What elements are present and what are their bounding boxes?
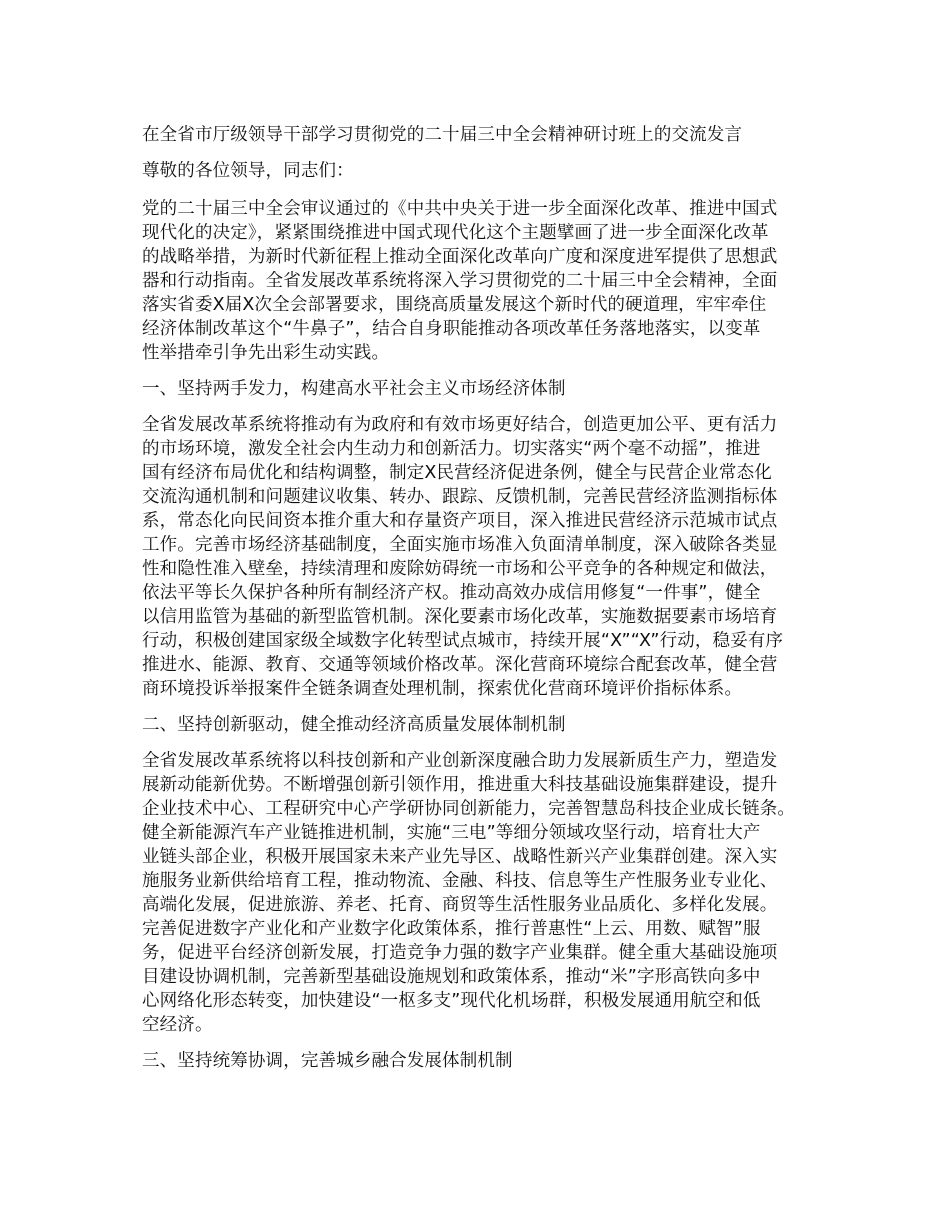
- paragraph-line: 交流沟通机制和问题建议收集、转办、跟踪、反馈机制，完善民营经济监测指标体: [142, 487, 778, 507]
- paragraph-line: 完善促进数字产业化和产业数字化政策体系，推行普惠性“上云、用数、赋智”服: [142, 919, 761, 939]
- greeting: 尊敬的各位领导，同志们：: [142, 161, 354, 181]
- paragraph-line: 工作。完善市场经济基础制度，全面实施市场准入负面清单制度，深入破除各类显: [142, 535, 778, 555]
- paragraph-line: 全省发展改革系统将以科技创新和产业创新深度融合助力发展新质生产力，塑造发: [142, 751, 778, 771]
- paragraph-line: 目建设协调机制，完善新型基础设施规划和政策体系，推动“米”字形高铁向多中: [142, 967, 761, 987]
- paragraph-line: 企业技术中心、工程研究中心产学研协同创新能力，完善智慧岛科技企业成长链条。: [142, 799, 796, 819]
- paragraph-line: 器和行动指南。全省发展改革系统将深入学习贯彻党的二十届三中全会精神，全面: [142, 271, 778, 291]
- section-heading-1: 一、坚持两手发力，构建高水平社会主义市场经济体制: [142, 379, 566, 399]
- paragraph-line: 性举措牵引争先出彩生动实践。: [142, 343, 390, 363]
- paragraph-line: 现代化的决定》，紧紧围绕推进中国式现代化这个主题擘画了进一步全面深化改革: [142, 223, 769, 243]
- paragraph-line: 系，常态化向民间资本推介重大和存量资产项目，深入推进民营经济示范城市试点: [142, 511, 778, 531]
- paragraph-line: 依法平等长久保护各种所有制经济产权。推动高效办成信用修复“一件事”，健全: [142, 583, 761, 603]
- paragraph-line: 落实省委X届X次全会部署要求，围绕高质量发展这个新时代的硬道理，牢牢牵住: [142, 295, 767, 315]
- paragraph-line: 施服务业新供给培育工程，推动物流、金融、科技、信息等生产性服务业专业化、: [142, 871, 778, 891]
- paragraph-line: 高端化发展，促进旅游、养老、托育、商贸等生活性服务业品质化、多样化发展。: [142, 895, 778, 915]
- paragraph-line: 国有经济布局优化和结构调整，制定X民营经济促进条例，健全与民营企业常态化: [142, 463, 772, 483]
- paragraph-line: 党的二十届三中全会审议通过的《中共中央关于进一步全面深化改革、推进中国式: [142, 199, 778, 219]
- paragraph-line: 性和隐性准入壁垒，持续清理和废除妨碍统一市场和公平竞争的各种规定和做法，: [142, 559, 778, 579]
- paragraph-line: 全省发展改革系统将推动有为政府和有效市场更好结合，创造更加公平、更有活力: [142, 415, 778, 435]
- section-heading-3: 三、坚持统筹协调，完善城乡融合发展体制机制: [142, 1051, 513, 1071]
- section-1-paragraph: [142, 413, 818, 701]
- document-page: [142, 123, 818, 1085]
- paragraph-line: 务，促进平台经济创新发展，打造竞争力强的数字产业集群。健全重大基础设施项: [142, 943, 778, 963]
- paragraph-line: 空经济。: [142, 1015, 213, 1035]
- paragraph-line: 的市场环境，激发全社会内生动力和创新活力。切实落实“两个毫不动摇”，推进: [142, 439, 761, 459]
- document-title: 在全省市厅级领导干部学习贯彻党的二十届三中全会精神研讨班上的交流发言: [142, 125, 743, 145]
- paragraph-line: 的战略举措，为新时代新征程上推动全面深化改革向广度和深度进军提供了思想武: [142, 247, 778, 267]
- section-2-paragraph: [142, 749, 818, 1037]
- intro-paragraph: [142, 197, 818, 365]
- paragraph-line: 业链头部企业，积极开展国家未来产业先导区、战略性新兴产业集群创建。深入实: [142, 847, 778, 867]
- paragraph-line: 行动，积极创建国家级全域数字化转型试点城市，持续开展“X”“X”行动，稳妥有序: [142, 631, 784, 651]
- paragraph-line: 展新动能新优势。不断增强创新引领作用，推进重大科技基础设施集群建设，提升: [142, 775, 778, 795]
- paragraph-line: 经济体制改革这个“牛鼻子”，结合自身职能推动各项改革任务落地落实，以变革: [142, 319, 761, 339]
- paragraph-line: 心网络化形态转变，加快建设“一枢多支”现代化机场群，积极发展通用航空和低: [142, 991, 761, 1011]
- section-heading-2: 二、坚持创新驱动，健全推动经济高质量发展体制机制: [142, 715, 566, 735]
- paragraph-line: 商环境投诉举报案件全链条调查处理机制，探索优化营商环境评价指标体系。: [142, 679, 743, 699]
- paragraph-line: 推进水、能源、教育、交通等领域价格改革。深化营商环境综合配套改革，健全营: [142, 655, 778, 675]
- paragraph-line: 健全新能源汽车产业链推进机制，实施“三电”等细分领域攻坚行动，培育壮大产: [142, 823, 761, 843]
- paragraph-line: 以信用监管为基础的新型监管机制。深化要素市场化改革，实施数据要素市场培育: [142, 607, 778, 627]
